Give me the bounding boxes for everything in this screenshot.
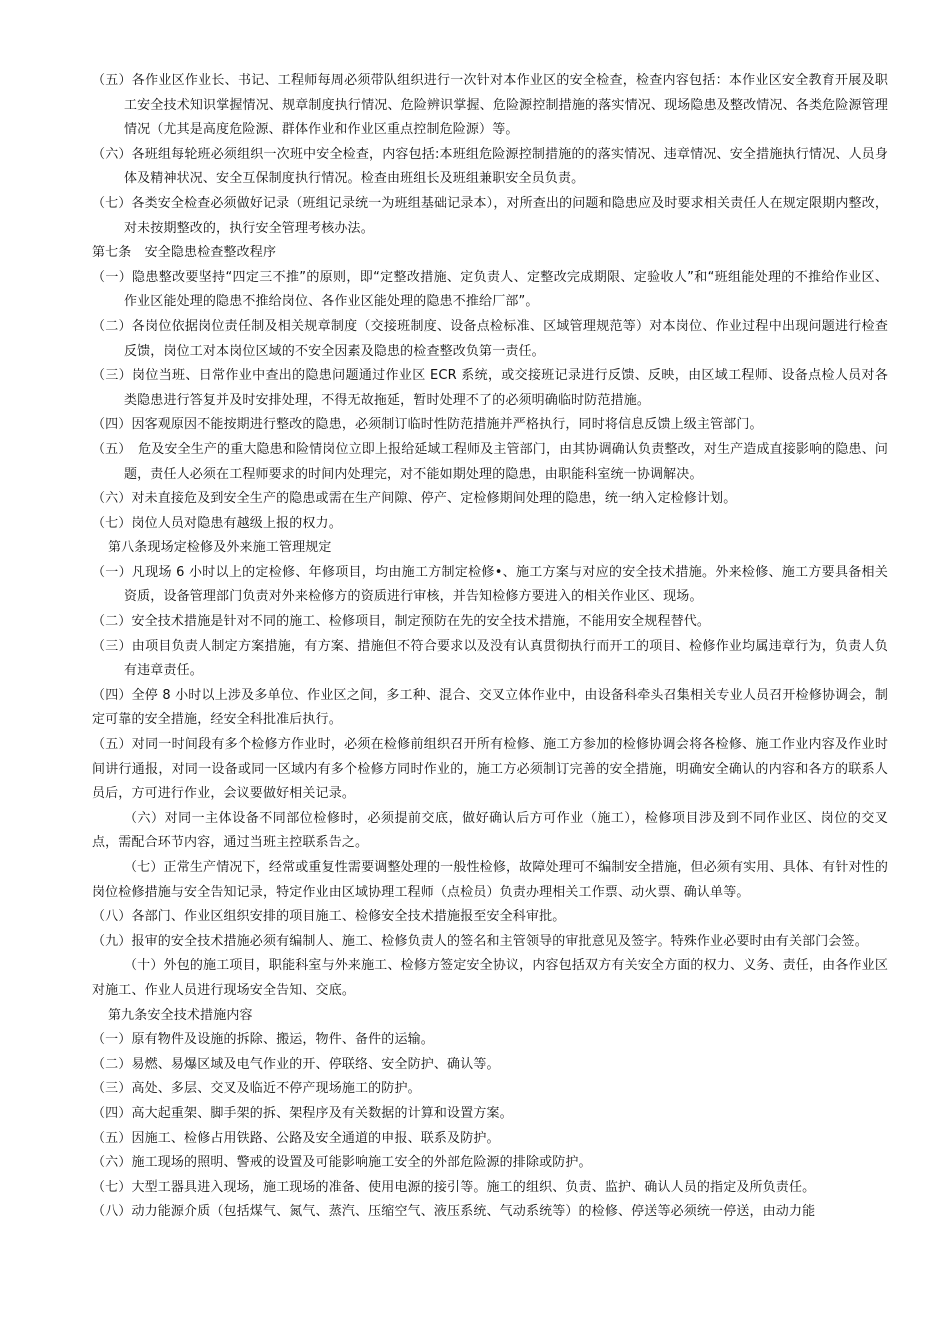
paragraph: （八）动力能源介质（包括煤气、氮气、蒸汽、压缩空气、液压系统、气动系统等）的检修、停送等必须统一停送，由动力能	[92, 1204, 816, 1220]
paragraph: （六）对未直接危及到安全生产的隐患或需在生产间隙、停产、定检修期间处理的隐患，统一纳入定检修计划。	[92, 491, 737, 507]
paragraph: （四）因客观原因不能按期进行整改的隐患，必须制订临时性防范措施并严格执行，同时将信息反馈上级主管部门。	[92, 417, 763, 433]
paragraph: （七）各类安全检查必须做好记录（班组记录统一为班组基础记录本），对所查出的问题和隐患应及时要求相关责任人在规定限期内整改，对未按期整改的，执行安全管理考核办法。	[92, 195, 888, 236]
paragraph: （三）岗位当班、日常作业中查出的隐患问题通过作业区 ECR 系统，或交接班记录进行反馈、反映，由区域工程师、设备点检人员对各类隐患进行答复并及时安排处理，不得无故拖延，暂时处理不了的必须明确临时防范措施。	[92, 368, 888, 408]
paragraph: （七）正常生产情况下，经常或重复性需要调整处理的一般性检修，故障处理可不编制安全措施，但必须有实用、具体、有针对性的岗位检修措施与安全告知记录，特定作业由区域协理工程师（点检员）负责办理相关工作票、动火票、确认单等。	[92, 860, 888, 900]
paragraph: （四）全停 8 小时以上涉及多单位、作业区之间，多工种、混合、交叉立体作业中，由设备科牵头召集相关专业人员召开检修协调会，制定可靠的安全措施，经安全科批准后执行。	[92, 687, 888, 728]
paragraph: （一）凡现场 6 小时以上的定检修、年修项目，均由施工方制定检修•、施工方案与对应的安全技术措施。外来检修、施工方要具备相关资质，设备管理部门负责对外来检修方的资质进行审核，并告知检修方要进入的相关作业区、现场。	[92, 564, 888, 605]
paragraph: （七）岗位人员对隐患有越级上报的权力。	[92, 515, 342, 531]
paragraph: （六）对同一主体设备不同部位检修时，必须提前交底，做好确认后方可作业（施工），检修项目涉及到不同作业区、岗位的交叉点，需配合环节内容，通过当班主控联系告之。	[92, 810, 888, 851]
paragraph: （二）易燃、易爆区域及电气作业的开、停联络、安全防护、确认等。	[92, 1056, 500, 1072]
paragraph: （五）各作业区作业长、书记、工程师每周必须带队组织进行一次针对本作业区的安全检查，检查内容包括：本作业区安全教育开展及职工安全技术知识掌握情况、规章制度执行情况、危险辨识掌握、危险源控制措施的落实情况、现场隐患及整改情况、各类危险源管理情况（尤其是高度危险源、群体作业和作业区重点控制危险源）等。	[92, 73, 888, 138]
paragraph: （三）高处、多层、交叉及临近不停产现场施工的防护。	[92, 1081, 421, 1097]
paragraph: （十）外包的施工项目，职能科室与外来施工、检修方签定安全协议，内容包括双方有关安全方面的权力、义务、责任，由各作业区对施工、作业人员进行现场安全告知、交底。	[92, 958, 888, 998]
paragraph: （八）各部门、作业区组织安排的项目施工、检修安全技术措施报至安全科审批。	[92, 909, 566, 925]
paragraph: （七）大型工器具进入现场，施工现场的准备、使用电源的接引等。施工的组织、负责、监护、确认人员的指定及所负责任。	[92, 1179, 816, 1195]
section-heading: 第九条安全技术措施内容	[108, 1007, 253, 1023]
paragraph: （六）施工现场的照明、警戒的设置及可能影响施工安全的外部危险源的排除或防护。	[92, 1155, 592, 1171]
paragraph: （四）高大起重架、脚手架的拆、架程序及有关数据的计算和设置方案。	[92, 1105, 513, 1121]
paragraph: （一）隐患整改要坚持“四定三不推”的原则，即“定整改措施、定负责人、定整改完成期限、定验收人”和“班组能处理的不推给作业区、作业区能处理的隐患不推给岗位、各作业区能处理的隐患不推给厂部”。	[92, 269, 888, 310]
paragraph: （二）安全技术措施是针对不同的施工、检修项目，制定预防在先的安全技术措施，不能用安全规程替代。	[92, 614, 711, 630]
paragraph: （九）报审的安全技术措施必须有编制人、施工、检修负责人的签名和主管领导的审批意见及签字。特殊作业必要时由有关部门会签。	[92, 933, 868, 949]
paragraph: （一）原有物件及设施的拆除、搬运，物件、备件的运输。	[92, 1032, 434, 1048]
paragraph: （三）由项目负责人制定方案措施，有方案、措施但不符合要求以及没有认真贯彻执行而开工的项目、检修作业均属违章行为，负责人负有违章责任。	[92, 638, 888, 679]
section-heading: 第八条现场定检修及外来施工管理规定	[108, 540, 332, 556]
paragraph: （五）因施工、检修占用铁路、公路及安全通道的申报、联系及防护。	[92, 1130, 500, 1146]
section-heading: 第七条 安全隐患检查整改程序	[92, 245, 277, 261]
paragraph: （五）对同一时间段有多个检修方作业时，必须在检修前组织召开所有检修、施工方参加的检修协调会将各检修、施工作业内容及作业时间讲行通报，对同一设备或同一区域内有多个检修方同时作业的，施工方必须制订完善的安全措施，明确安全确认的内容和各方的联系人员后，方可进行作业，会议要做好相关记录。	[92, 737, 888, 802]
paragraph: （二）各岗位依据岗位责任制及相关规章制度（交接班制度、设备点检标准、区域管理规范等）对本岗位、作业过程中出现问题进行检查反馈，岗位工对本岗位区域的不安全因素及隐患的检查整改负第一责任。	[92, 318, 888, 359]
paragraph: （五） 危及安全生产的重大隐患和险情岗位立即上报给延域工程师及主管部门，由其协调确认负责整改，对生产造成直接影响的隐患、问题，责任人必须在工程师要求的时间内处理完，对不能如期处理的隐患，由职能科室统一协调解决。	[92, 441, 888, 482]
document-body	[92, 69, 888, 1225]
paragraph: （六）各班组每轮班必须组织一次班中安全检查，内容包括:本班组危险源控制措施的的落实情况、违章情况、安全措施执行情况、人员身体及精神状况、安全互保制度执行情况。检查由班组长及班组兼职安全员负责。	[92, 146, 888, 187]
